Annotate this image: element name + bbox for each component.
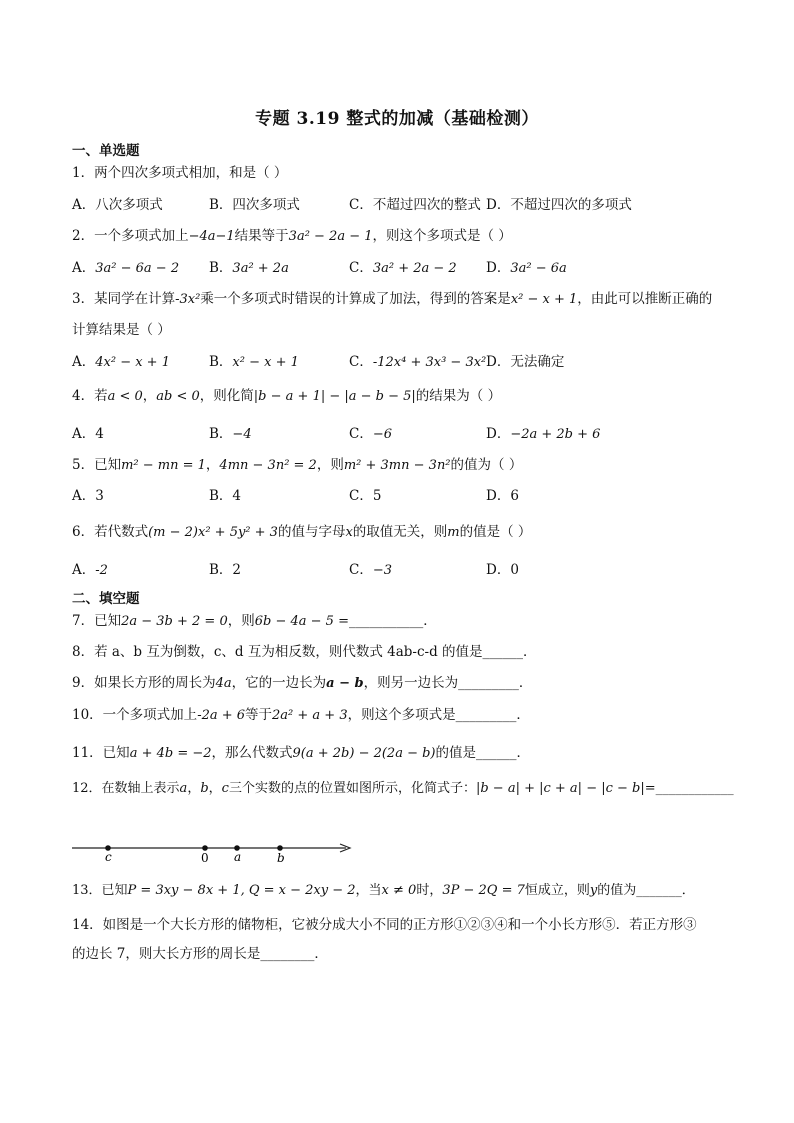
- q12-math-3: c: [221, 781, 229, 796]
- q12-math-2: b: [200, 781, 209, 796]
- q13-math-3: 3P − 2Q = 7: [442, 883, 525, 898]
- q6-math-3: m: [447, 525, 460, 540]
- q12-text-1: 12．在数轴上表示: [72, 781, 180, 796]
- q3-option-b-label: B．: [209, 354, 233, 370]
- question-10: [72, 706, 530, 725]
- q10-text-2: 等于: [245, 707, 273, 723]
- q1-option-a: A．八次多项式: [72, 197, 163, 213]
- q3-option-a-label: A．: [72, 354, 96, 370]
- q3-option-a-math: 4x² − x + 1: [95, 355, 170, 370]
- q4-text-4: 的结果为（ ）: [415, 388, 502, 404]
- q13-text-1: 13．已知: [72, 883, 128, 898]
- question-1-stem: 1．两个四次多项式相加，和是（ ）: [72, 165, 288, 181]
- q5-math-1: m² − mn = 1: [121, 458, 206, 473]
- q4-text-2: ，: [142, 388, 157, 404]
- q11-math-1: a + 4b = −2: [129, 746, 212, 761]
- q4-option-a: A．4: [72, 426, 104, 442]
- q5-option-b: B．4: [209, 488, 242, 504]
- q2-option-b-label: B．: [209, 260, 233, 276]
- q13-text-4: 恒成立，则: [524, 883, 590, 898]
- q2-math-1: −4a−1: [188, 229, 235, 244]
- q2-option-a-math: 3a² − 6a − 2: [95, 261, 180, 276]
- q3-text-3: ，由此可以推断正确的: [577, 291, 713, 307]
- q2-text-3: ，则这个多项式是（ ）: [372, 228, 512, 244]
- q4-option-b-math: −4: [232, 427, 252, 442]
- q2-option-c-math: 3a² + 2a − 2: [372, 261, 457, 276]
- q12-math-1: a: [179, 781, 188, 796]
- q7-text-1: 7．已知: [72, 613, 122, 629]
- q11-math-2: 9(a + 2b) − 2(2a − b): [292, 746, 436, 761]
- q2-option-a: [72, 259, 179, 278]
- question-14-line-2: 的边长 7，则大长方形的周长是________．: [72, 946, 328, 962]
- q13-text-2: ，当: [355, 883, 382, 898]
- q6-option-c-math: −3: [372, 563, 393, 578]
- q3-option-b-math: x² − x + 1: [232, 355, 299, 370]
- q12-text-2: ，: [187, 781, 201, 796]
- q3-option-a: [72, 353, 170, 372]
- question-7: [72, 612, 437, 631]
- q2-option-d-label: D．: [486, 260, 511, 276]
- q5-text-4: 的值为（ ）: [450, 457, 523, 473]
- q3-text-1: 3．某同学在计算: [72, 291, 176, 307]
- q6-text-3: 的取值无关，则: [352, 524, 448, 540]
- question-3-stem: [72, 290, 712, 309]
- q5-text-1: 5．已知: [72, 457, 122, 473]
- q6-text-1: 6．若代数式: [72, 524, 149, 540]
- q5-text-3: ，则: [316, 457, 344, 473]
- q4-option-b: [209, 425, 252, 444]
- q10-math-1: -2a + 6: [197, 708, 246, 723]
- question-5-stem: [72, 456, 522, 475]
- label-a: a: [234, 850, 242, 864]
- q4-math-1: a < 0: [107, 389, 143, 404]
- q4-math-2: ab < 0: [156, 389, 200, 404]
- q4-option-c: [349, 425, 392, 444]
- q5-option-a: A．3: [72, 488, 104, 504]
- q3-option-d: D．无法确定: [486, 354, 565, 370]
- q2-option-d-math: 3a² − 6a: [510, 261, 567, 276]
- q3-option-c: [349, 353, 486, 372]
- q12-blank: ____________: [655, 781, 734, 796]
- q2-option-b: [209, 259, 289, 278]
- question-8: 8．若 a、b 互为倒数，c、d 互为相反数，则代数式 4ab-c-d 的值是______．: [72, 644, 537, 660]
- number-line-figure: [70, 834, 355, 874]
- q2-option-a-label: A．: [72, 260, 96, 276]
- q5-option-c: C．5: [349, 488, 382, 504]
- point-b: [277, 845, 283, 851]
- question-11: [72, 744, 530, 763]
- question-14-line-1: 14．如图是一个大长方形的储物柜，它被分成大小不同的正方形①②③④和一个小长方形⑤．若正方形③: [72, 917, 697, 933]
- q4-option-d-math: −2a + 2b + 6: [510, 427, 601, 442]
- q7-text-2: ，则: [227, 613, 255, 629]
- question-9: [72, 674, 532, 693]
- q4-option-d: [486, 425, 600, 444]
- q3-option-c-math: -12x⁴ + 3x³ − 3x²: [372, 355, 487, 370]
- q2-text-2: 结果等于: [234, 228, 289, 244]
- q6-option-a-math: -2: [95, 563, 108, 578]
- q9-text-3: ，则另一边长为_________．: [363, 675, 533, 691]
- q2-text-1: 2．一个多项式加上: [72, 228, 189, 244]
- q10-math-2: 2a² + a + 3: [272, 708, 348, 723]
- q3-option-c-label: C．: [349, 354, 373, 370]
- q5-option-d: D．6: [486, 488, 519, 504]
- q9-math-2: a − b: [326, 676, 364, 691]
- q13-math-4: y: [589, 883, 598, 898]
- q4-option-d-label: D．: [486, 426, 511, 442]
- q13-math-1: P = 3xy − 8x + 1, Q = x − 2xy − 2: [127, 883, 356, 898]
- q2-option-c: [349, 259, 457, 278]
- question-6-stem: [72, 523, 531, 542]
- q2-option-c-label: C．: [349, 260, 373, 276]
- q7-math-1: 2a − 3b + 2 = 0: [121, 614, 228, 629]
- q11-text-2: ，那么代数式: [211, 745, 293, 761]
- q6-option-d: D．0: [486, 562, 519, 578]
- q10-text-3: ，则这个多项式是_________．: [347, 707, 530, 723]
- q5-math-2: 4mn − 3n² = 2: [219, 458, 317, 473]
- q6-option-b: B．2: [209, 562, 242, 578]
- question-4-stem: [72, 387, 501, 406]
- q4-option-c-math: −6: [372, 427, 393, 442]
- q6-text-2: 的值与字母: [277, 524, 346, 540]
- q4-option-b-label: B．: [209, 426, 233, 442]
- q11-text-3: 的值是______．: [435, 745, 531, 761]
- q2-math-2: 3a² − 2a − 1: [288, 229, 373, 244]
- q6-option-a: [72, 561, 108, 580]
- q1-option-d: D．不超过四次的多项式: [486, 197, 632, 213]
- q6-math-2: x: [345, 525, 353, 540]
- q5-text-2: ，: [205, 457, 220, 473]
- question-13: [72, 882, 695, 900]
- q6-math-1: (m − 2)x² + 5y² + 3: [148, 525, 278, 540]
- q4-math-3: |b − a + 1| − |a − b − 5|: [253, 389, 416, 404]
- question-3-line-2: 计算结果是（ ）: [72, 322, 171, 338]
- section-heading-fill-in: 二、填空题: [72, 591, 140, 607]
- q3-option-b: [209, 353, 299, 372]
- q13-math-2: x ≠ 0: [381, 883, 417, 898]
- q13-text-3: 时，: [416, 883, 443, 898]
- q4-option-c-label: C．: [349, 426, 373, 442]
- q12-text-3: ，: [208, 781, 222, 796]
- section-heading-single-choice: 一、单选题: [72, 143, 140, 159]
- q3-math-1: -3x²: [175, 292, 201, 307]
- question-12: [72, 780, 734, 798]
- q7-math-2: 6b − 4a − 5 =: [254, 614, 349, 629]
- q3-math-2: x² − x + 1: [510, 292, 578, 307]
- label-b: b: [277, 851, 285, 865]
- q6-option-c-label: C．: [349, 562, 373, 578]
- q12-math-4: |b − a| + |c + a| − |c − b|=: [475, 781, 656, 796]
- q6-option-a-label: A．: [72, 562, 96, 578]
- q13-text-5: 的值为_______．: [597, 883, 695, 898]
- q6-text-4: 的值是（ ）: [459, 524, 532, 540]
- question-2-stem: [72, 227, 512, 246]
- q9-text-2: ，它的一边长为: [231, 675, 327, 691]
- q6-option-c: [349, 561, 392, 580]
- q10-text-1: 10．一个多项式加上: [72, 707, 198, 723]
- q12-text-4: 三个实数的点的位置如图所示，化简式子：: [228, 781, 476, 796]
- q1-option-c: C．不超过四次的整式: [349, 197, 481, 213]
- q11-text-1: 11．已知: [72, 745, 130, 761]
- label-c: c: [105, 850, 112, 864]
- page-title: 专题 3.19 整式的加减（基础检测）: [255, 109, 539, 129]
- q4-text-1: 4．若: [72, 388, 108, 404]
- q7-blank: ___________．: [348, 613, 437, 629]
- q9-math-1: 4a: [215, 676, 232, 691]
- q5-math-3: m² + 3mn − 3n²: [343, 458, 451, 473]
- q3-text-2: 乘一个多项式时错误的计算成了加法，得到的答案是: [200, 291, 511, 307]
- point-zero: [202, 845, 208, 851]
- q2-option-d: [486, 259, 567, 278]
- q2-option-b-math: 3a² + 2a: [232, 261, 289, 276]
- q9-text-1: 9．如果长方形的周长为: [72, 675, 216, 691]
- q4-text-3: ，则化简: [199, 388, 254, 404]
- label-zero: 0: [201, 851, 209, 865]
- q1-option-b: B．四次多项式: [209, 197, 300, 213]
